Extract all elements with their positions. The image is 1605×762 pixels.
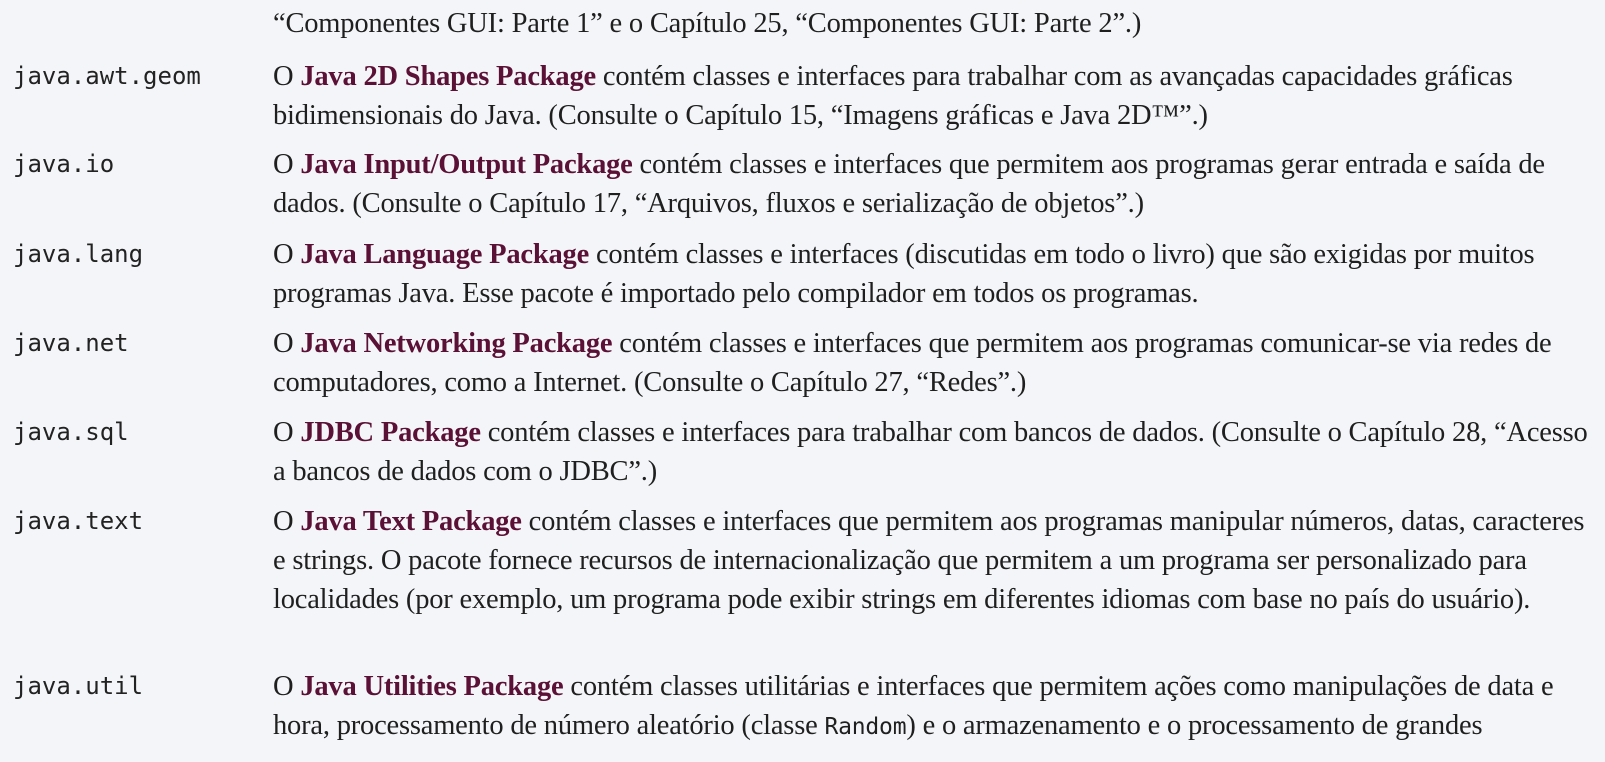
entry-text: contém classes e interfaces para trabalhar com bancos de dados. (Consulte o Capítulo 28, “Acesso a bancos de dados com o JDBC”.) [273,417,1588,487]
package-name: java.io [13,150,115,178]
package-title: Java Input/Output Package [300,149,633,180]
entry-description [273,502,1601,619]
package-name: java.lang [13,240,144,268]
entry-lead: O [273,61,301,92]
entry-description [273,413,1601,491]
entry-lead: O [273,328,301,359]
package-title: Java Language Package [300,239,590,270]
entry-description [273,235,1601,313]
entry-text: contém classes utilitárias e interfaces que permitem ações como manipulações de data e hora, processamento de número aleatório (classe [273,671,1554,741]
entry-text: contém classes e interfaces para trabalhar com as avançadas capacidades gráficas bidimensionais do Java. (Consulte o Capítulo 15, “Imagens gráficas e Java 2D™”.) [273,61,1513,131]
package-name: java.util [13,672,144,700]
entry-lead: O [273,671,301,702]
entry-text-continued: ) e o armazenamento e o processamento de grandes [906,710,1483,741]
package-title: Java Utilities Package [300,671,564,702]
entry-description [273,145,1601,223]
entry-description [273,667,1601,747]
package-name: java.net [13,329,129,357]
entry-text: contém classes e interfaces que permitem aos programas manipular números, datas, caracteres e strings. O pacote fornece recursos de internacionalização que permitem a um programa ser personalizado para localidades (por exemplo, um programa pode exibir strings em diferentes idiomas com base no país do usuário). [273,506,1585,615]
inline-code-class: Random [824,714,907,740]
entry-text: contém classes e interfaces que permitem aos programas gerar entrada e saída de dados. (Consulte o Capítulo 17, “Arquivos, fluxos e serialização de objetos”.) [273,149,1545,219]
entry-text: contém classes e interfaces que permitem aos programas comunicar-se via redes de computadores, como a Internet. (Consulte o Capítulo 27, “Redes”.) [273,328,1552,398]
package-name: java.sql [13,418,129,446]
package-name: java.awt.geom [13,62,201,90]
package-title: Java 2D Shapes Package [300,61,596,92]
entry-text: contém classes e interfaces (discutidas em todo o livro) que são exigidas por muitos programas Java. Esse pacote é importado pelo compilador em todos os programas. [273,239,1535,309]
entry-lead: O [273,417,301,448]
entry-text: “Componentes GUI: Parte 1” e o Capítulo 25, “Componentes GUI: Parte 2”.) [273,8,1142,39]
package-title: Java Text Package [300,506,522,537]
entry-description [273,57,1601,135]
entry-description [273,4,1601,43]
entry-lead: O [273,149,301,180]
entry-lead: O [273,239,301,270]
entry-lead: O [273,506,301,537]
package-title: JDBC Package [300,417,481,448]
entry-description [273,324,1601,402]
package-name: java.text [13,507,144,535]
package-title: Java Networking Package [300,328,613,359]
